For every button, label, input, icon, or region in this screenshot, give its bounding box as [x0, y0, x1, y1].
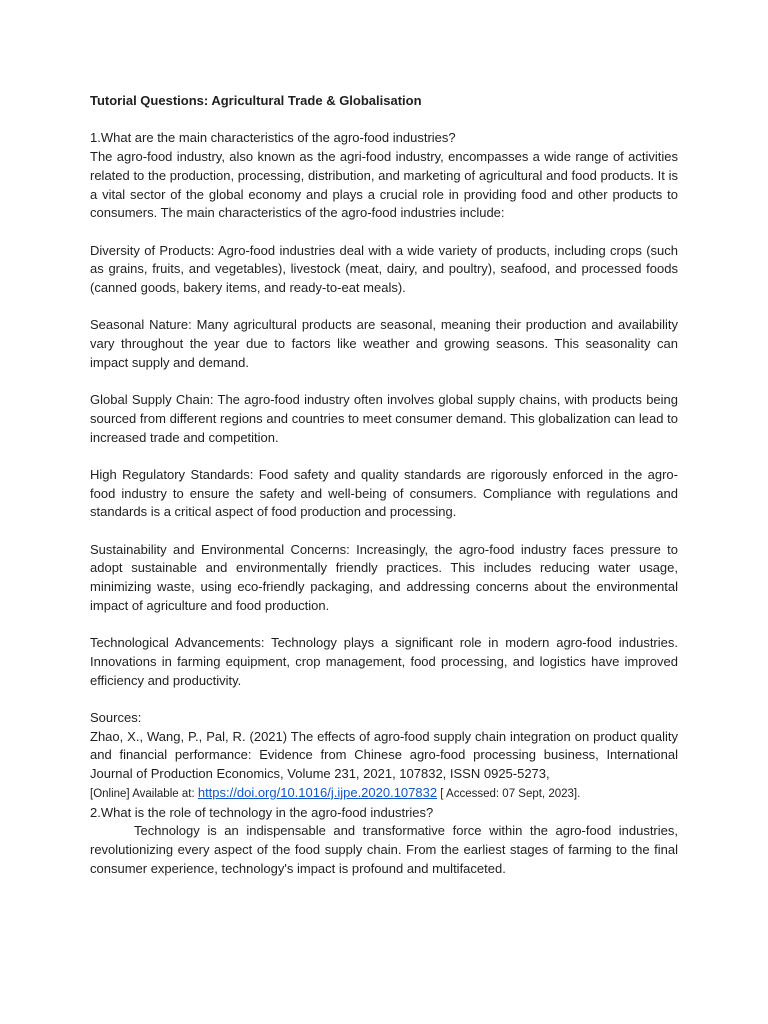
source-online-line [90, 784, 678, 804]
characteristic-global-supply: Global Supply Chain: The agro-food industry often involves global supply chains, with products being sourced from different regions and countries to meet consumer demand. This globalization can lead to increased trade and competition. [90, 392, 678, 445]
q2-answer-paragraph: Technology is an indispensable and transformative force within the agro-food industries, revolutionizing every aspect of the food supply chain. From the earliest stages of farming to the final consumer experience, technology's impact is profound and multifaceted. [90, 823, 678, 876]
characteristic-technology: Technological Advancements: Technology plays a significant role in modern agro-food industries. Innovations in farming equipment, crop management, food processing, and logistics have improved efficiency and productivity. [90, 635, 678, 688]
doi-link[interactable]: https://doi.org/10.1016/j.ijpe.2020.107832 [197, 784, 438, 800]
characteristic-diversity: Diversity of Products: Agro-food industries deal with a wide variety of products, including crops (such as grains, fruits, and vegetables), livestock (meat, dairy, and poultry), seafood, and processed foods (canned goods, bakery items, and ready-to-eat meals). [90, 242, 678, 295]
source-citation: Zhao, X., Wang, P., Pal, R. (2021) The effects of agro-food supply chain integration on product quality and financial performance: Evidence from Chinese agro-food processing business, International Journal of Production Economics, Volume 231, 2021, 107832, ISSN 0925-5273, [90, 728, 678, 782]
question-1: 1.What are the main characteristics of the agro-food industries? [90, 130, 456, 146]
sources-label: Sources: [90, 710, 142, 726]
accessed-date: [ Accessed: 07 Sept, 2023]. [437, 787, 581, 800]
characteristic-seasonal: Seasonal Nature: Many agricultural products are seasonal, meaning their production and availability vary throughout the year due to factors like weather and growing seasons. This seasonality can impact supply and demand. [90, 317, 678, 370]
characteristic-regulatory: High Regulatory Standards: Food safety and quality standards are rigorously enforced in the agro-food industry to ensure the safety and well-being of consumers. Compliance with regulations and standards is a critical aspect of food production and processing. [90, 466, 678, 520]
document-title: Tutorial Questions: Agricultural Trade & Globalisation [90, 93, 422, 108]
question-2: 2.What is the role of technology in the agro-food industries? [90, 804, 434, 820]
online-prefix: [Online] Available at: [90, 787, 198, 800]
q1-intro-paragraph: The agro-food industry, also known as the agri-food industry, encompasses a wide range of activities related to the production, processing, distribution, and marketing of agricultural and food products. It is a vital sector of the global economy and plays a crucial role in providing food and other products to consumers. The main characteristics of the agro-food industries include: [90, 149, 678, 221]
characteristic-sustainability: Sustainability and Environmental Concerns: Increasingly, the agro-food industry faces pressure to adopt sustainable and environmentally friendly practices. This includes reducing water usage, minimizing waste, using eco-friendly packaging, and addressing concerns about the environmental impact of agriculture and food production. [90, 541, 678, 613]
